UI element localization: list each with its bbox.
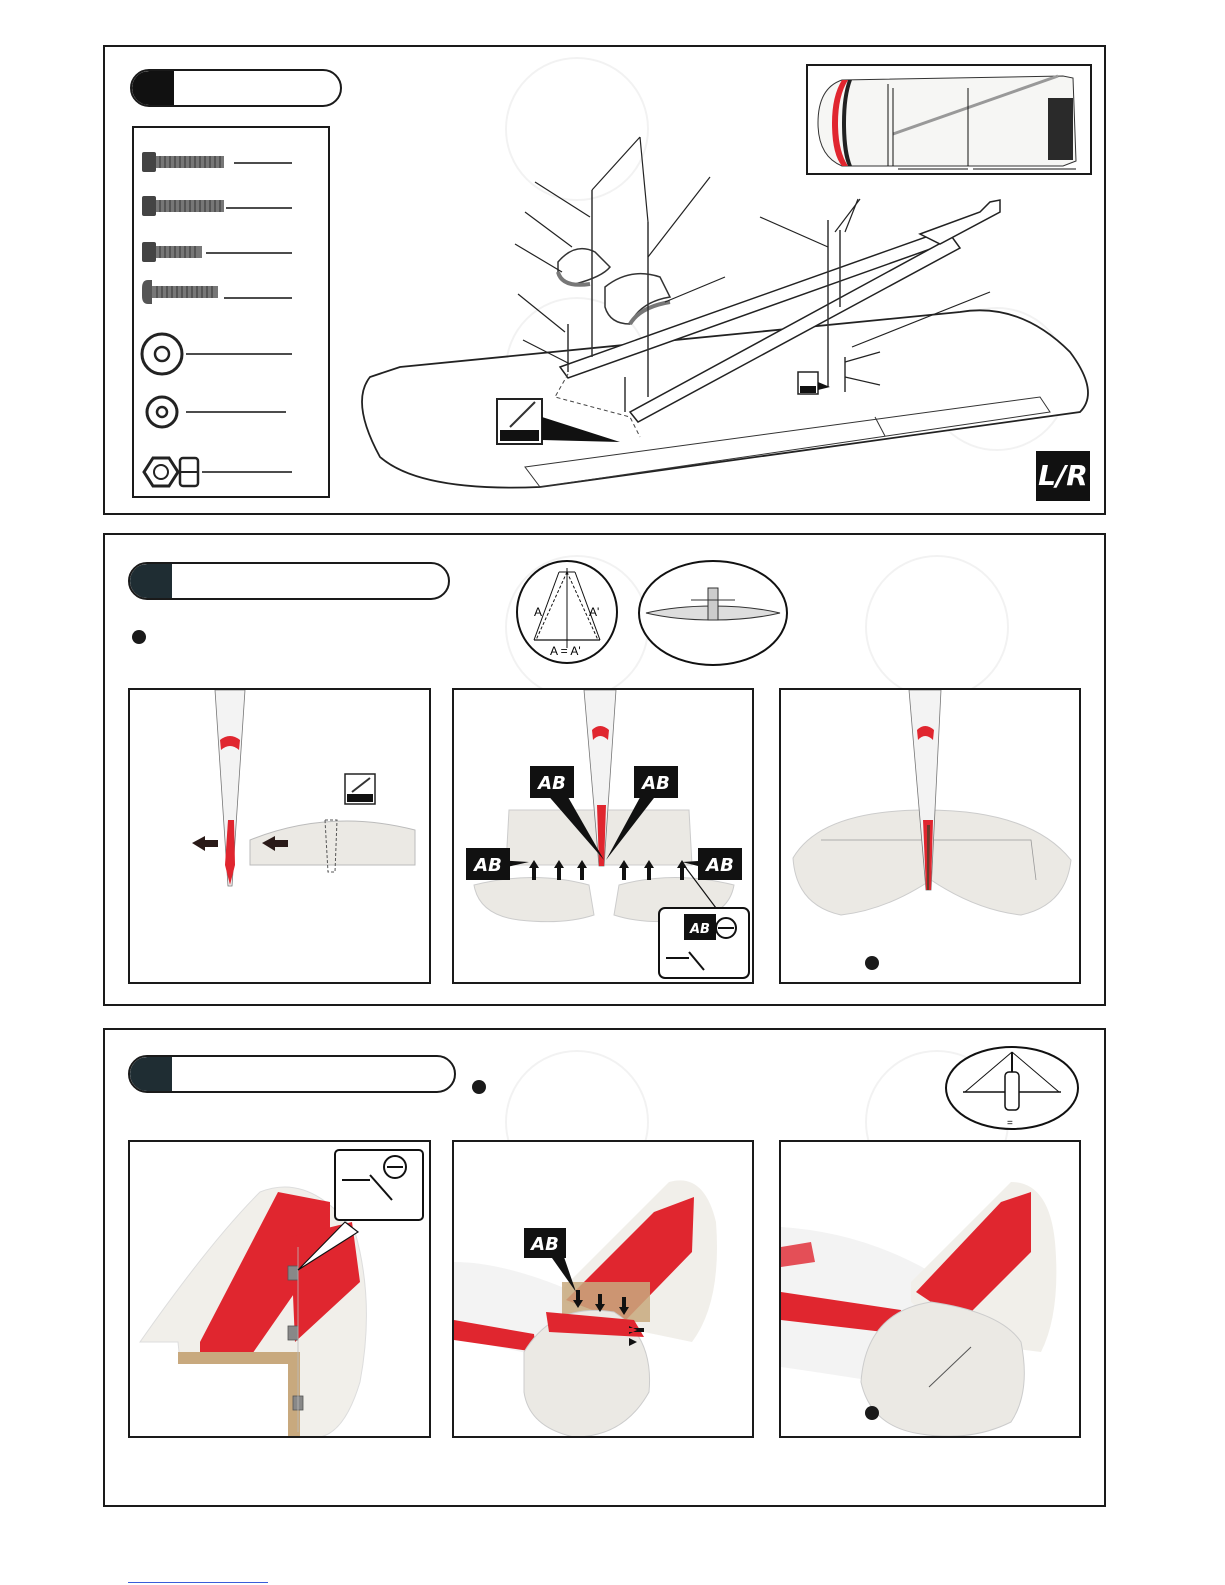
left-right-badge: L/R [1036,451,1090,501]
section-number-cap [130,1057,172,1091]
photo-stab-insert [128,688,431,984]
photo-fin-glue [452,1140,754,1438]
note-bullet [472,1080,486,1094]
footer-link-underline[interactable] [128,1576,268,1583]
alignment-diagram [514,558,620,666]
section-title-pill [128,1055,456,1093]
note-bullet [865,1406,879,1420]
photo-fin-done [779,1140,1081,1438]
label-a: A [534,605,543,619]
section-title-pill [130,69,342,107]
photo-stab-done [779,688,1081,984]
fin-alignment-diagram [943,1044,1081,1132]
watermark [865,555,1009,699]
hardware-list [132,126,330,498]
note-bullet [132,630,146,644]
cap-screw-icon [142,196,292,216]
section-title-pill [128,562,450,600]
svg-text:AB: AB [538,773,566,794]
svg-text:AB: AB [474,855,502,876]
note-bullet [865,956,879,970]
lock-nut-icon [144,458,292,486]
section-number-cap [132,71,174,105]
label-equation: A = A' [550,644,581,658]
photo-stab-glue [452,688,754,984]
cap-screw-icon [142,242,292,262]
photo-fin-hinges [128,1140,431,1438]
hardware-illustrations [134,128,328,496]
front-view-diagram [636,558,790,668]
small-washer-icon [147,397,286,427]
svg-text:AB: AB [642,773,670,794]
cap-screw-icon [142,152,292,172]
wing-dimension-inset [806,64,1092,175]
button-head-screw-icon [142,280,292,304]
svg-text:AB: AB [706,855,734,876]
section-number-cap [130,564,172,598]
fin-equation: = [1007,1118,1013,1129]
svg-text:AB: AB [531,1234,559,1255]
large-washer-icon [142,334,292,374]
label-a-prime: A' [589,605,600,619]
svg-text:AB: AB [690,922,710,937]
